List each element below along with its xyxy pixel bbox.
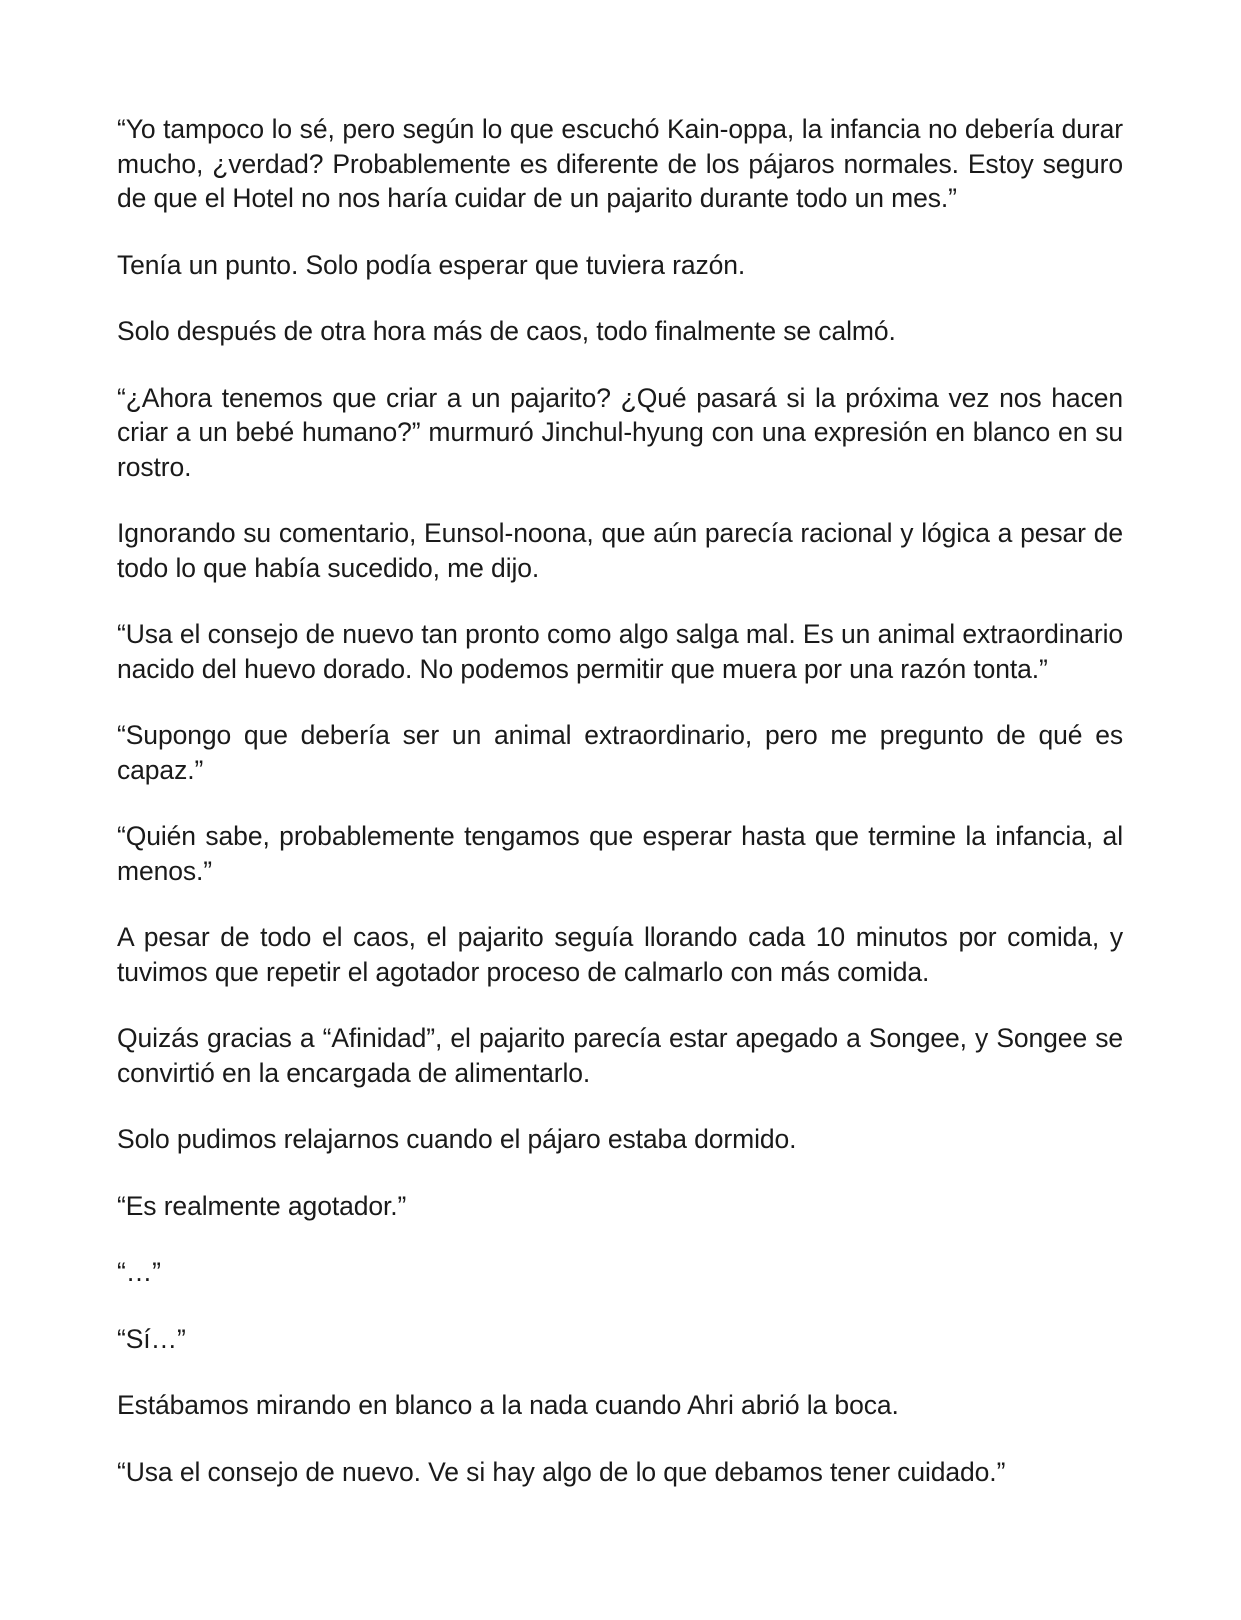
document-body bbox=[117, 112, 1123, 1521]
paragraph: Estábamos mirando en blanco a la nada cuando Ahri abrió la boca. bbox=[117, 1390, 899, 1420]
paragraph: “Quién sabe, probablemente tengamos que esperar hasta que termine la infancia, al menos.” bbox=[117, 821, 1123, 886]
paragraph: “…” bbox=[117, 1257, 161, 1287]
paragraph: Ignorando su comentario, Eunsol-noona, que aún parecía racional y lógica a pesar de todo lo que había sucedido, me dijo. bbox=[117, 518, 1123, 583]
paragraph: “Supongo que debería ser un animal extraordinario, pero me pregunto de qué es capaz.” bbox=[117, 720, 1123, 785]
paragraph: A pesar de todo el caos, el pajarito seguía llorando cada 10 minutos por comida, y tuvimos que repetir el agotador proceso de calmarlo con más comida. bbox=[117, 922, 1123, 987]
paragraph: Solo después de otra hora más de caos, todo finalmente se calmó. bbox=[117, 316, 896, 346]
paragraph: “Yo tampoco lo sé, pero según lo que escuchó Kain-oppa, la infancia no debería durar mucho, ¿verdad? Probablemente es diferente de los pájaros normales. Estoy seguro de que el Hotel no nos haría cuidar de un pajarito durante todo un mes.” bbox=[117, 114, 1123, 213]
paragraph: “¿Ahora tenemos que criar a un pajarito? ¿Qué pasará si la próxima vez nos hacen criar a un bebé humano?” murmuró Jinchul-hyung con una expresión en blanco en su rostro. bbox=[117, 382, 1123, 482]
paragraph: Quizás gracias a “Afinidad”, el pajarito parecía estar apegado a Songee, y Songee se convirtió en la encargada de alimentarlo. bbox=[117, 1023, 1123, 1088]
paragraph: Tenía un punto. Solo podía esperar que tuviera razón. bbox=[117, 249, 746, 280]
paragraph: “Sí…” bbox=[117, 1323, 186, 1354]
paragraph: “Es realmente agotador.” bbox=[117, 1190, 407, 1221]
paragraph: “Usa el consejo de nuevo. Ve si hay algo de lo que debamos tener cuidado.” bbox=[117, 1456, 1006, 1487]
paragraph: Solo pudimos relajarnos cuando el pájaro estaba dormido. bbox=[117, 1124, 797, 1154]
paragraph: “Usa el consejo de nuevo tan pronto como algo salga mal. Es un animal extraordinario nacido del huevo dorado. No podemos permitir que muera por una razón tonta.” bbox=[117, 619, 1123, 684]
